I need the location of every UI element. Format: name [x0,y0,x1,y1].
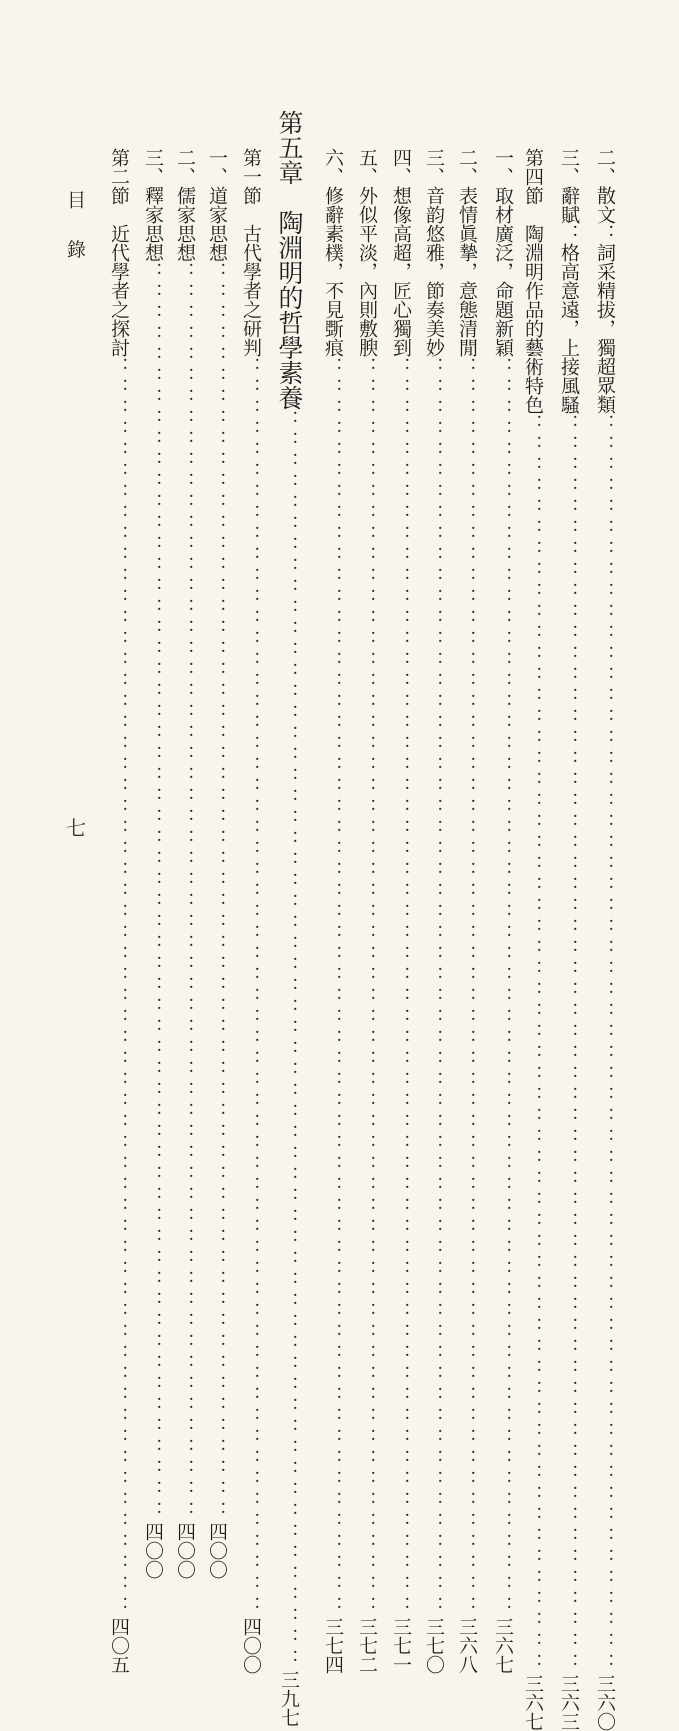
toc-entry-page: 三九七 [278,1670,300,1727]
leader-dots: ：：：：：：：：：：：：：：：：：：：：：：：：：：：：：：：：：：：：：：：：：：：：：：：：：：：：：：：：：：：： [174,262,196,1522]
toc-entry-page: 三七〇 [423,1617,445,1674]
toc-entry-title: 一、取材廣泛，命題新穎 [492,148,514,357]
leader-dots: ：：：：：：：：：：：：：：：：：：：：：：：：：：：：：：：：：：：：：：：：：：：：：：：：：：：：：：：：：：：： [108,357,130,1617]
toc-entry[interactable] [518,148,548,1731]
toc-entry[interactable] [138,148,168,1579]
toc-entry-title: 三、釋家思想 [142,148,164,262]
toc-entry-page: 四〇〇 [142,1522,164,1579]
toc-entry[interactable] [386,148,416,1674]
toc-entry[interactable] [452,148,482,1674]
toc-entry-title: 四、想像高超，匠心獨到 [390,148,412,357]
leader-dots: ：：：：：：：：：：：：：：：：：：：：：：：：：：：：：：：：：：：：：：：：：：：：：：：：：：：：：：：：：：：： [206,262,228,1522]
toc-entry-page: 四〇〇 [174,1522,196,1579]
toc-entry-page: 四〇五 [108,1617,130,1674]
toc-entry-page: 三七一 [390,1617,412,1674]
leader-dots: ：：：：：：：：：：：：：：：：：：：：：：：：：：：：：：：：：：：：：：：：：：：：：：：：：：：：：：：：：：：： [390,357,412,1617]
toc-entry-page: 三六七 [492,1617,514,1674]
toc-chapter-entry[interactable] [272,110,306,1727]
toc-entry-page: 四〇〇 [206,1522,228,1579]
leader-dots: ：：：：：：：：：：：：：：：：：：：：：：：：：：：：：：：：：：：：：：：：：：：：：：：：：：：：：：：：：：：： [278,410,300,1670]
toc-entry-title: 二、儒家思想 [174,148,196,262]
leader-dots: ：：：：：：：：：：：：：：：：：：：：：：：：：：：：：：：：：：：：：：：：：：：：：：：：：：：：：：：：：：：： [423,357,445,1617]
leader-dots: ：：：：：：：：：：：：：：：：：：：：：：：：：：：：：：：：：：：：：：：：：：：：：：：：：：：：：：：：：：：： [492,357,514,1617]
toc-entry[interactable] [488,148,518,1674]
toc-entry[interactable] [318,148,348,1674]
toc-entry-page: 三六三 [558,1674,580,1731]
toc-entry-title: 六、修辭素樸，不見斲痕 [322,148,344,357]
running-header: 目 錄 [64,190,86,271]
toc-entry-page: 三六〇 [594,1674,616,1731]
toc-entry-page: 三六七 [522,1674,544,1731]
leader-dots: ：：：：：：：：：：：：：：：：：：：：：：：：：：：：：：：：：：：：：：：：：：：：：：：：：：：：：：：：：：：： [240,357,262,1617]
toc-entry-title: 第一節 古代學者之研判 [240,148,262,357]
leader-dots: ：：：：：：：：：：：：：：：：：：：：：：：：：：：：：：：：：：：：：：：：：：：：：：：：：：：：：：：：：：：： [356,357,378,1617]
toc-chapter-title: 第五章 陶淵明的哲學素養 [275,110,304,410]
toc-entry[interactable] [352,148,382,1674]
toc-entry-title: 三、音韵悠雅，節奏美妙 [423,148,445,357]
toc-entry-title: 五、外似平淡，內則敷腴 [356,148,378,357]
toc-entry[interactable] [202,148,232,1579]
toc-entry-title: 二、散文：詞采精拔，獨超眾類 [594,148,616,414]
toc-entry[interactable] [104,148,134,1674]
toc-entry-page: 三六八 [456,1617,478,1674]
toc-entry-page: 四〇〇 [240,1617,262,1674]
toc-entry-title: 二、表情眞摯，意態清閒 [456,148,478,357]
toc-entry-title: 三、辭賦：格高意遠，上接風騷 [558,148,580,414]
leader-dots: ：：：：：：：：：：：：：：：：：：：：：：：：：：：：：：：：：：：：：：：：：：：：：：：：：：：：：：：：：：：： [522,414,544,1674]
toc-entry[interactable] [170,148,200,1579]
toc-entry[interactable] [554,148,584,1731]
toc-entry[interactable] [590,148,620,1731]
leader-dots: ：：：：：：：：：：：：：：：：：：：：：：：：：：：：：：：：：：：：：：：：：：：：：：：：：：：：：：：：：：：： [456,357,478,1617]
toc-entry-title: 第二節 近代學者之探討 [108,148,130,357]
page-number: 七 [66,816,86,840]
toc-entry-page: 三七二 [356,1617,378,1674]
toc-entry[interactable] [236,148,266,1674]
leader-dots: ：：：：：：：：：：：：：：：：：：：：：：：：：：：：：：：：：：：：：：：：：：：：：：：：：：：：：：：：：：：： [142,262,164,1522]
toc-entry[interactable] [419,148,449,1674]
leader-dots: ：：：：：：：：：：：：：：：：：：：：：：：：：：：：：：：：：：：：：：：：：：：：：：：：：：：：：：：：：：：： [322,357,344,1617]
leader-dots: ：：：：：：：：：：：：：：：：：：：：：：：：：：：：：：：：：：：：：：：：：：：：：：：：：：：：：：：：：：：： [558,414,580,1674]
toc-entry-title: 一、道家思想 [206,148,228,262]
leader-dots: ：：：：：：：：：：：：：：：：：：：：：：：：：：：：：：：：：：：：：：：：：：：：：：：：：：：：：：：：：：：： [594,414,616,1674]
toc-entry-title: 第四節 陶淵明作品的藝術特色 [522,148,544,414]
toc-entry-page: 三七四 [322,1617,344,1674]
